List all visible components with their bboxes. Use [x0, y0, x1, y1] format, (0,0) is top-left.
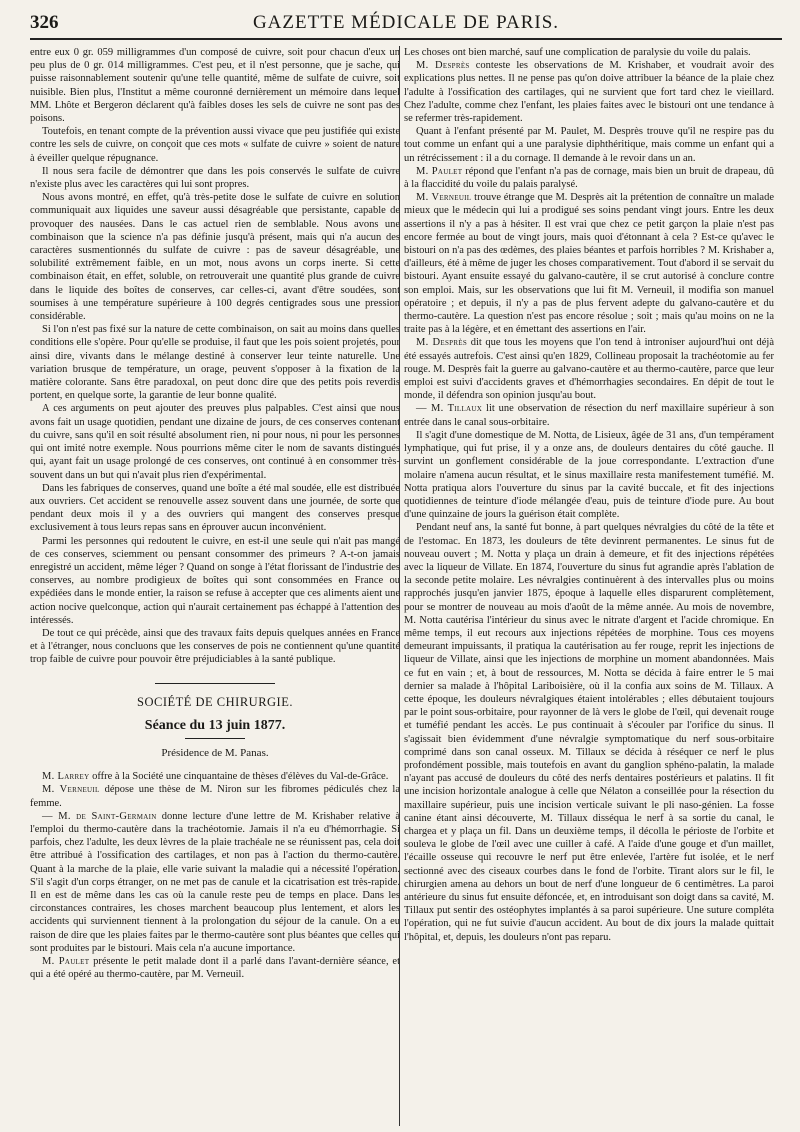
header-rule [30, 38, 782, 40]
minute-paragraph [404, 429, 774, 521]
minute-paragraph [404, 402, 774, 428]
minute-paragraph [30, 783, 400, 809]
minute-paragraph [30, 955, 400, 981]
body-paragraph: A ces arguments on peut ajouter des preuves plus palpables. C'est ainsi que nous avons fait un usage quotidien, pendant une dizaine de jours, de ces conserves contenant du cuivre, sans qu'il en soit résulté absolument rien, ni pour nous, ni pour les personnes qui ont imité notre exemple. Nous pourrions même citer le nom de savants distingués qui, ayant fait un usage prolongé de ces conserves, ont continué à en consommer très-souvent dans un but qui n'avait plus rien d'expérimental. [30, 403, 400, 481]
minute-paragraph [30, 810, 400, 955]
minute-text: Pendant neuf ans, la santé fut bonne, à part quelques névralgies du côté de la tête et de l'estomac. En 1873, les douleurs de tête devinrent permanentes. Le sinus fut de nouveau ouvert ; M. Notta y plaça un drain à demeure, et fit des injections répétées avec la liqueur de Villate. En 1874, l'ouverture du sinus fut agrandie après l'ablation de la seconde petite molaire. Les névralgies continuèrent à des intervalles plus ou moins rapprochés jusqu'en janvier 1875, époque à laquelle elles disparurent complètement, pour se montrer de nouveau au mois d'août de la même année. Au mois de novembre, M. Notta cautérisa l'intérieur du sinus avec le nitrate d'argent et l'acide chromique. En même temps, il eut recours aux injections répétées de morphine. Tous ces moyens demeurant impuissants, il pratiqua la cautérisation au fer rouge, reprit les injections de liqueur de Villate, ainsi que les injections de morphine un moment abandonnées. Mais ce fut en vain ; et, à bout de ressources, M. Notta se décida à faire entrer le 5 mai dernier sa malade à l'hôpital Lariboisière, où il la confia aux soins de M. Tillaux. A cette époque, les douleurs névralgiques étaient intolérables ; elles débutaient toujours par le point sous-orbitaire, pour rayonner de là vers le globe de l'œil, qui devenait rouge et tuméfié pendant les accès. Le pus continuait à s'écouler par l'orifice du sinus. Il s'agissait bien évidemment d'une névralgie symptomatique du nerf sous-orbitaire comprimé dans son canal osseux. M. Tillaux se décida à réséquer ce nerf le plus profondément possible, mais toutefois en avant du ganglion sphéno-palatin, la malade n'ayant pas accusé de douleurs du côté des nerfs dentaires postérieurs et palatins. Il fit une incision horizontale analogue à celle que Nélaton a conseillée pour la résection du maxillaire supérieur, puis une incision verticale suivant le pli naso-génien. La fosse canine étant ainsi découverte, M. Tillaux disséqua le nerf à sa sortie du canal, le chargea et y plaça un fil. Dans un deuxième temps, il décolla le périoste de l'orbite et souleva le globe de l'œil avec une cuiller à café. A l'aide d'une gouge et d'un maillet, l'écaille osseuse qui recouvre le nerf put être enlevée, l'artère fut isolée, et le nerf sectionné avec des ciseaux courbes dans le fond de l'orbite. Tirant alors sur le fil, le chirurgien amena au dehors un bout de nerf d'une longueur de 6 centimètres. La paroi antérieure du sinus fut ensuite défoncée, et, en introduisant son doigt dans sa cavité, M. Tillaux put sentir des ostéophytes implantés à sa paroi supérieure. Une suture compléta l'opération, qui ne fut suivie d'aucun accident. Au bout de dix jours la malade quittait l'hôpital, et, depuis, les douleurs n'ont pas reparu. [404, 522, 774, 943]
minute-text: trouve étrange que M. Desprès ait la prétention de connaître un malade mieux que le médecin qui lui a prodigué ses soins pendant vingt jours. Entre les deux assertions il n'y a pas à hésiter. Il est vrai que chez ce petit garçon la plaie n'est pas encore fermée au bout de vingt jours, mais quoi d'étonnant à cela ? Est-ce qu'avec le bistouri on n'a pas des œdèmes, des plaies béantes et parfois horribles ? M. Krishaber a, d'ailleurs, été à même de juger les choses comparativement. Tout d'abord il se servait du bistouri. Ayant ensuite essayé du galvano-cautère, il se crut autorisé à conclure contre son emploi. Mais, sur les observations que lui fit M. Verneuil, il modifia son manuel opératoire ; et depuis, il n'y a pas de plus fervent adepte du galvano-cautère et du thermo-cautère. La question n'est pas encore résolue ; soit ; mais qu'au moins on ne la traite pas à la légère, et en émettant des assertions en l'air. [404, 192, 774, 336]
speaker-name: — M. de Saint-Germain [42, 810, 157, 822]
speaker-name: — M. Tillaux [416, 403, 483, 415]
minute-text: répond que l'enfant n'a pas de cornage, mais bien un bruit de drapeau, dû à la flaccidité du voile du palais paralysé. [404, 165, 774, 191]
minute-paragraph [404, 191, 774, 336]
page-header [30, 12, 782, 38]
body-paragraph: Si l'on n'est pas fixé sur la nature de cette combinaison, on sait au moins dans quelles conditions elle s'opère. Pour qu'elle se produise, il faut que les pois soient projetés, pour ainsi dire, vivants dans le mélange destiné à conserver leur teinte naturelle. Une variation brusque de température, un orage, peuvent s'opposer à la fixation de la matière colorante. Sans être paradoxal, on peut donc dire que des petits pois reverdis portent, en quelque sorte, la garantie de leur bonne qualité. [30, 324, 400, 402]
minute-text: Il s'agit d'une domestique de M. Notta, de Lisieux, âgée de 31 ans, d'un tempérament lymphatique, qui fut prise, il y a onze ans, de douleurs dentaires du côté gauche. Il survint un gonflement considérable de la joue correspondante. L'extraction d'une molaire n'amena aucun résultat, et le sinus maxillaire resta manifestement tuméfié. M. Notta pratiqua alors l'ouverture du sinus par la cavité buccale, et fit des injections quotidiennes de teinture d'iode mélangée d'eau, puis de teinture d'iode pure. Au bout d'une quinzaine de jours la guérison était complète. [404, 429, 774, 521]
minute-paragraph [404, 59, 774, 125]
body-paragraph: Parmi les personnes qui redoutent le cuivre, en est-il une seule qui n'ait pas mangé de ces conserves, sciemment ou pensant consommer des primeurs ? A-t-on jamais enregistré un accident, même léger ? Quand on songe à l'état florissant de l'industrie des conserves, au nombre prodigieux de boîtes qui sont consommées en France ou expédiées dans le monde entier, la raison se refuse à accepter que ces aliments aient une action nocive quelconque, action qui n'aurait certainement pas échappé à l'attention des intéressés. [30, 535, 400, 626]
minute-text: Les choses ont bien marché, sauf une complication de paralysie du voile du palais. [404, 47, 751, 58]
speaker-name: M. Desprès [416, 337, 468, 349]
speaker-name: M. Paulet [416, 165, 463, 177]
minute-paragraph [404, 521, 774, 944]
minute-text: lit une observation de résection du nerf maxillaire supérieur à son entrée dans le canal sous-orbitaire. [404, 403, 774, 428]
speaker-name: M. Verneuil [416, 192, 472, 204]
body-paragraph: Il nous sera facile de démontrer que dans les pois conservés le sulfate de cuivre n'existe plus avec les caractères qui lui sont propres. [30, 165, 400, 191]
minute-paragraph [404, 336, 774, 402]
minute-text: offre à la Société une cinquantaine de thèses d'élèves du Val-de-Grâce. [89, 771, 389, 783]
minute-paragraph [404, 165, 774, 191]
session-rule [185, 738, 245, 739]
minute-paragraph [404, 46, 774, 59]
speaker-name: M. Paulet [42, 956, 90, 967]
speaker-name: M. Verneuil [42, 784, 100, 796]
section-title: SOCIÉTÉ DE CHIRURGIE. [137, 694, 293, 709]
minute-text: dit que tous les moyens que l'on tend à introniser aujourd'hui ont déjà été essayés autrefois. C'est ainsi qu'en 1829, Collineau proposait la trachéotomie au fer rouge. M. Desprès fait la guerre au galvano-cautère et au thermo-cautère, parce que leur emploi est suivi d'accidents graves et d'hémorrhagies secondaires. En dépit de tout le monde, il défendra son opinion jusqu'au bout. [404, 337, 774, 402]
section-separator [155, 683, 275, 684]
presidence: Présidence de M. Panas. [161, 746, 269, 759]
minute-text: présente le petit malade dont il a parlé dans l'avant-dernière séance, et qui a été opéré au thermo-cautère, par M. Verneuil. [30, 956, 400, 981]
left-column [30, 46, 400, 1126]
minute-paragraph [30, 770, 400, 783]
session-date: Séance du 13 juin 1877. [144, 717, 286, 733]
speaker-name: M. Larrey [42, 771, 90, 783]
minute-text: conteste les observations de M. Krishaber, et voudrait avoir des explications plus nettes. Il ne pense pas qu'on doive attribuer la béance de la plaie chez l'adulte à l'ossification des cartilages, qui ne survient que fort tard chez le vieillard. Chez l'adulte, comme chez l'enfant, les plaies faites avec le bistouri ont une tendance à se refermer très-rapidement. [404, 60, 774, 125]
body-paragraph: Dans les fabriques de conserves, quand une boîte a été mal soudée, elle est distribuée aux ouvriers. Cet accident se renouvelle assez souvent dans une journée, de sorte que pendant deux mois il y a des ouvriers qui mangent des conserves presque exclusivement à tous leurs repas sans en éprouver aucun inconvénient. [30, 482, 400, 534]
minute-paragraph [404, 125, 774, 165]
speaker-name: M. Desprès [416, 60, 470, 72]
body-paragraph: entre eux 0 gr. 059 milligrammes d'un composé de cuivre, soit pour chacun d'eux un peu plus de 0 gr. 014 milligrammes. C'est peu, et il n'est personne, que je sache, qui puisse raisonnablement soutenir qu'une telle quantité, même de sulfate de cuivre, soit nuisible. Bien plus, l'Institut a même couronné dernièrement un mémoire dans lequel MM. Lhôte et Bergeron déclarent qu'à faibles doses les sels de cuivre ne sont pas des poisons. [30, 47, 400, 125]
minute-text: Quant à l'enfant présenté par M. Paulet, M. Desprès trouve qu'il ne respire pas du tout comme un enfant qui a une paralysie diphthéritique, mais comme un enfant qui a un rétrécissement : il a du cornage. Il demande à le revoir dans un an. [404, 126, 774, 164]
body-paragraph: De tout ce qui précède, ainsi que des travaux faits depuis quelques années en France et à l'étranger, nous concluons que les conserves de pois ne contiennent qu'une quantité trop faible de cuivre pour pouvoir être préjudiciables à la santé publique. [30, 627, 400, 666]
page-number: 326 [30, 12, 59, 33]
body-paragraph: Nous avons montré, en effet, qu'à très-petite dose le sulfate de cuivre en solution communiquait aux liquides une saveur aussi désagréable que persistante, capable de provoquer des nausées. Dans le cas actuel rien de semblable. Nous avons une combinaison que la science n'a pas définie jusqu'à présent, mais qui n'a aucun des caractères susmentionnés du sulfate de cuivre : pas de saveur désagréable, une solubilité extrêmement faible, en un mot, nous avons un corps inerte. Si cette combinaison était, en effet, soluble, on retrouverait une quantité plus grande de cuivre dans le liquide des boîtes de conserves, car celles-ci, avant d'être soudées, sont soumises à une température supérieure à 100 degrés centigrades sous une pression considérable. [30, 192, 400, 323]
column-divider [399, 46, 400, 1126]
right-column [404, 46, 774, 1126]
minute-text: dépose une thèse de M. Niron sur les fibromes pédiculés chez la femme. [30, 784, 400, 809]
minute-text: donne lecture d'une lettre de M. Krishaber relative à l'emploi du thermo-cautère dans la trachéotomie. Jamais il n'a eu d'hémorrhagie. Si parfois, chez l'adulte, les deux lèvres de la plaie trachéale ne se réunissent pas, cela doit être attribué à l'ossification des cartilages, et non pas à l'action du thermo-cautère. Quant à la marche de la plaie, elle varie suivant la maladie qui a nécessité l'opération. S'il s'agit d'un corps étranger, on ne met pas de canule et la cicatrisation est très-rapide. Il en est de même dans les cas où la canule reste peu de temps en place. Dans les circonstances contraires, les choses marchent beaucoup plus lentement, et alors les accidents qui surviennent tiennent à la prolongation du séjour de la canule. On a eu raison de dire que les plaies faites par le thermo-cautère sont plus béantes que celles qui sont produites par le bistouri. Mais cela n'a aucune importance. [30, 810, 400, 954]
body-paragraph: Toutefois, en tenant compte de la prévention aussi vivace que peu justifiée qui existe contre les sels de cuivre, on conçoit que ces mots « sulfate de cuivre » soient de nature à éveiller quelque répugnance. [30, 126, 400, 164]
journal-title: GAZETTE MÉDICALE DE PARIS. [252, 12, 560, 33]
